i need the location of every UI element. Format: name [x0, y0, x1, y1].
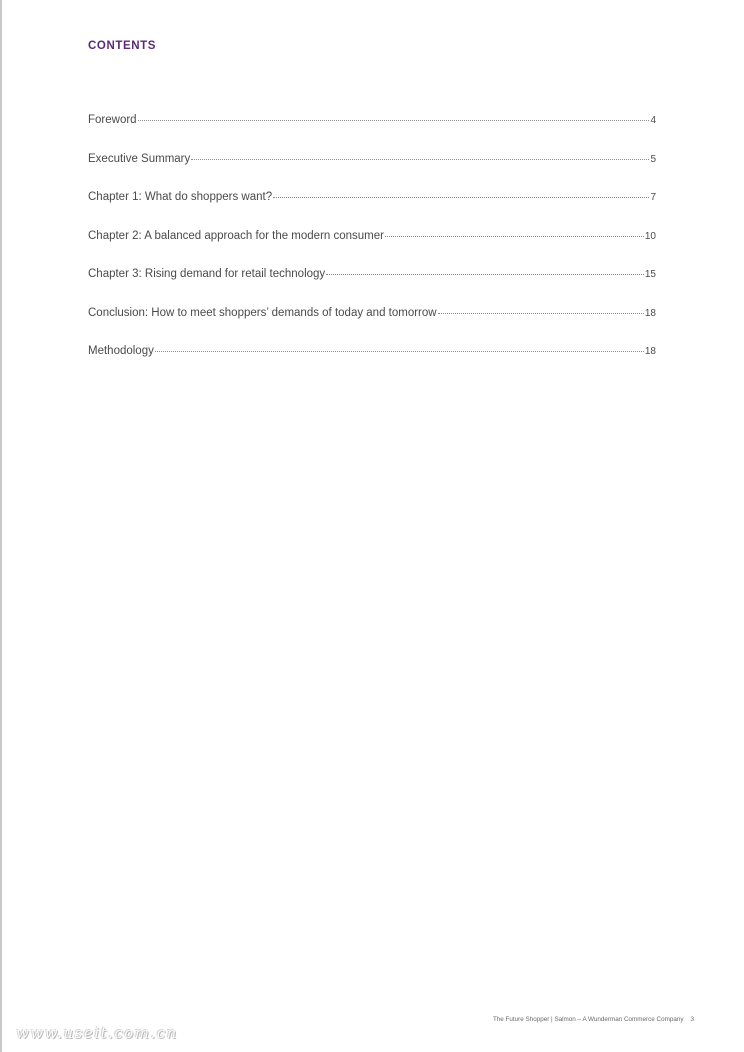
page-footer: [493, 1016, 694, 1023]
toc-entry-page: 4: [650, 115, 656, 126]
toc-entry-title: Executive Summary: [88, 152, 191, 165]
toc-dot-leader: [191, 158, 649, 160]
footer-text: The Future Shopper | Salmon – A Wunderman Commerce Company: [492, 1016, 684, 1023]
page-edge-rule: [0, 0, 2, 1052]
toc-entry-page: 5: [650, 153, 656, 165]
toc-dot-leader: [438, 312, 644, 314]
toc-dot-leader: [273, 196, 649, 198]
toc-dot-leader: [385, 235, 644, 237]
toc-dot-leader: [138, 119, 650, 121]
toc-entry-chapter-2[interactable]: [88, 230, 656, 269]
watermark: www.useit.com.cn: [16, 1024, 178, 1042]
toc-entry-page: 7: [650, 192, 656, 203]
toc-entry-title: Chapter 2: A balanced approach for the modern consumer: [88, 229, 384, 242]
toc-entry-methodology[interactable]: [88, 345, 656, 384]
toc-entry-conclusion[interactable]: [88, 307, 656, 346]
toc-entry-page: 18: [644, 346, 656, 357]
toc-dot-leader: [326, 273, 644, 275]
toc-entry-title: Foreword: [88, 114, 137, 126]
toc-entry-title: Chapter 1: What do shoppers want?: [88, 191, 273, 203]
toc-entry-executive-summary[interactable]: [88, 153, 656, 192]
toc-entry-title: Methodology: [88, 345, 154, 357]
toc-entry-foreword[interactable]: [88, 114, 656, 153]
table-of-contents: [88, 114, 656, 384]
toc-entry-page: 18: [644, 307, 656, 319]
footer-page-number: 3: [690, 1016, 694, 1023]
toc-dot-leader: [155, 350, 644, 352]
toc-entry-title: Chapter 3: Rising demand for retail technology: [88, 268, 326, 280]
contents-heading: CONTENTS: [88, 40, 157, 52]
toc-entry-page: 15: [644, 269, 656, 280]
toc-entry-title: Conclusion: How to meet shoppers’ demands of today and tomorrow: [88, 306, 437, 319]
toc-entry-chapter-3[interactable]: [88, 268, 656, 307]
toc-entry-chapter-1[interactable]: [88, 191, 656, 230]
toc-entry-page: 10: [644, 230, 656, 242]
